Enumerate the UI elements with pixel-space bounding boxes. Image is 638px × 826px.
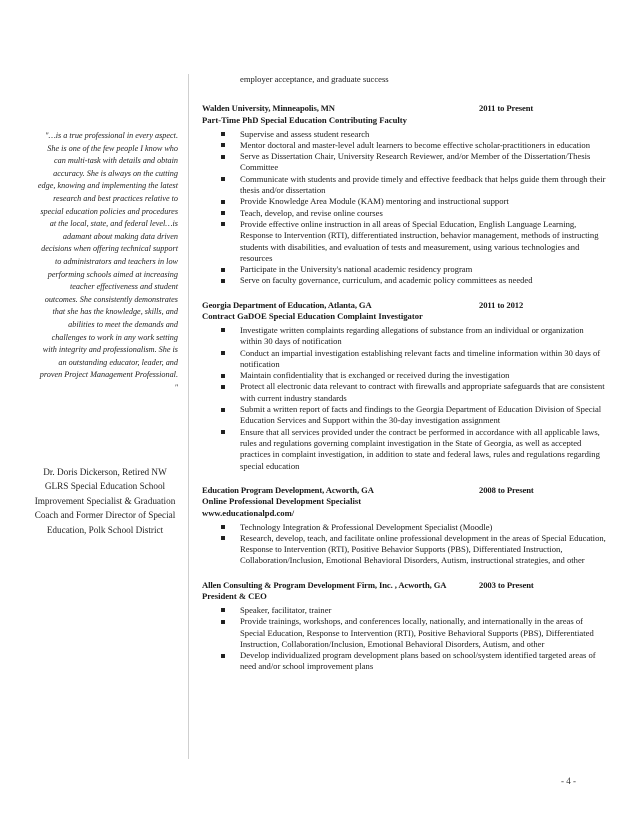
duty-item: Technology Integration & Professional Development Specialist (Moodle) (218, 522, 607, 533)
job-organization: Walden University, Minneapolis, MN (202, 103, 335, 114)
experience-section (202, 74, 607, 686)
page-number: - 4 - (561, 776, 576, 786)
duty-item: Supervise and assess student research (218, 129, 607, 140)
job-header (202, 300, 607, 312)
job-entry (202, 580, 607, 673)
duty-item: Teach, develop, and revise online courses (218, 208, 607, 219)
testimonial-quote: "…is a true professional in every aspect. She is one of the few people I know who can multi-task with details and obtain accuracy. She is always on the cutting edge, knowing and implementing the latest research and best practices relative to special education policies and procedures at the local, state, and federal level…is adamant about making data driven decisions when offering technical support to administrators and teachers in low performing schools aimed at increasing teacher effectiveness and student outcomes. She consistently demonstrates that she has the knowledge, skills, and abilities to meet the demands and challenges to work in any work setting with integrity and professionalism. She is an outstanding educator, leader, and proven Project Management Professional. " (37, 131, 178, 392)
duty-list (202, 325, 607, 472)
job-dates: 2008 to Present (479, 484, 534, 495)
duty-item: Mentor doctoral and master-level adult learners to become effective scholar-practitioners in education (218, 140, 607, 151)
continued-duty-text: employer acceptance, and graduate success (240, 74, 389, 84)
duty-list (202, 129, 607, 287)
job-title: President & CEO (202, 591, 267, 602)
duty-item: Speaker, facilitator, trainer (218, 605, 607, 616)
duty-item: Develop individualized program development plans based on school/system identified targeted areas of need and/or school improvement plans (218, 650, 607, 673)
job-header (202, 580, 607, 592)
duty-item: Conduct an impartial investigation establishing relevant facts and timeline information within 30 days of notification (218, 348, 607, 371)
duty-item: Provide trainings, workshops, and conferences locally, nationally, and internationally in the areas of Special Education, Response to Intervention (RTI), Positive Behavioral Supports (PBS), Differentiated Instruction, Collaboration/Inclusion, Emotional Behavioral Disorders, Autism, and other (218, 616, 607, 650)
duty-item: Submit a written report of facts and findings to the Georgia Department of Education Division of Special Education Services and Support within the 30-day investigation assignment (218, 404, 607, 427)
duty-list (202, 522, 607, 567)
duty-item: Participate in the University's national academic residency program (218, 264, 607, 275)
job-dates: 2003 to Present (479, 579, 534, 590)
job-title: Part-Time PhD Special Education Contributing Faculty (202, 115, 407, 125)
duty-list (202, 605, 607, 673)
duty-item: Communicate with students and provide timely and effective feedback that helps guide them through their thesis and/or dissertation (218, 174, 607, 197)
duty-item: Research, develop, teach, and facilitate online professional development in the areas of Special Education, Response to Intervention (RTI), Positive Behavior Supports (PBS), Differentiated Instruction, Collaboration/Inclusion, Emotional Behavioral Disorders, Autism, instructional strategies, and other (218, 533, 607, 567)
duty-item: Provide Knowledge Area Module (KAM) mentoring and instructional support (218, 196, 607, 207)
duty-item: Investigate written complaints regarding allegations of substance from an individual or organization within 30 days of notification (218, 325, 607, 348)
company-website-link[interactable]: www.educationalpd.com/ (202, 507, 295, 518)
job-organization: Allen Consulting & Program Development Firm, Inc. , Acworth, GA (202, 579, 447, 590)
column-divider (188, 74, 189, 759)
job-dates: 2011 to Present (479, 103, 534, 114)
duty-item: Provide effective online instruction in all areas of Special Education, English Language Learning, Response to Intervention (RTI), differentiated instruction, behavior management, methods of instructing students with disabilities, and evaluation of tests and measurement, using various technologies and resources (218, 219, 607, 264)
testimonial-attribution: Dr. Doris Dickerson, Retired NW GLRS Special Education School Improvement Specialist & Graduation Coach and Former Director of Special Education, Polk School District (34, 467, 176, 535)
job-header (202, 485, 607, 497)
job-title: Online Professional Development Specialist (202, 496, 362, 507)
job-organization: Georgia Department of Education, Atlanta, GA (202, 299, 372, 310)
duty-item: Protect all electronic data relevant to contract with firewalls and appropriate safeguards that are consistent with current industry standards (218, 381, 607, 404)
job-entry (202, 300, 607, 472)
duty-item: Serve on faculty governance, curriculum, and academic policy committees as needed (218, 275, 607, 286)
job-entry (202, 485, 607, 567)
duty-item: Maintain confidentiality that is exchanged or received during the investigation (218, 370, 607, 381)
job-entry (202, 103, 607, 286)
duty-item: Serve as Dissertation Chair, University Research Reviewer, and/or Member of the Dissertation/Thesis Committee (218, 151, 607, 174)
job-header (202, 103, 607, 115)
testimonial-sidebar (36, 130, 178, 394)
job-dates: 2011 to 2012 (479, 299, 524, 310)
job-title: Contract GaDOE Special Education Complaint Investigator (202, 311, 423, 322)
duty-item: Ensure that all services provided under the contract be performed in accordance with all applicable laws, rules and regulations governing complaint investigation in the State of Georgia, as well as accepted practices in complaint investigation, in addition to state and federal laws, rules and regulations regarding special education (218, 427, 607, 472)
job-organization: Education Program Development, Acworth, GA (202, 484, 374, 495)
